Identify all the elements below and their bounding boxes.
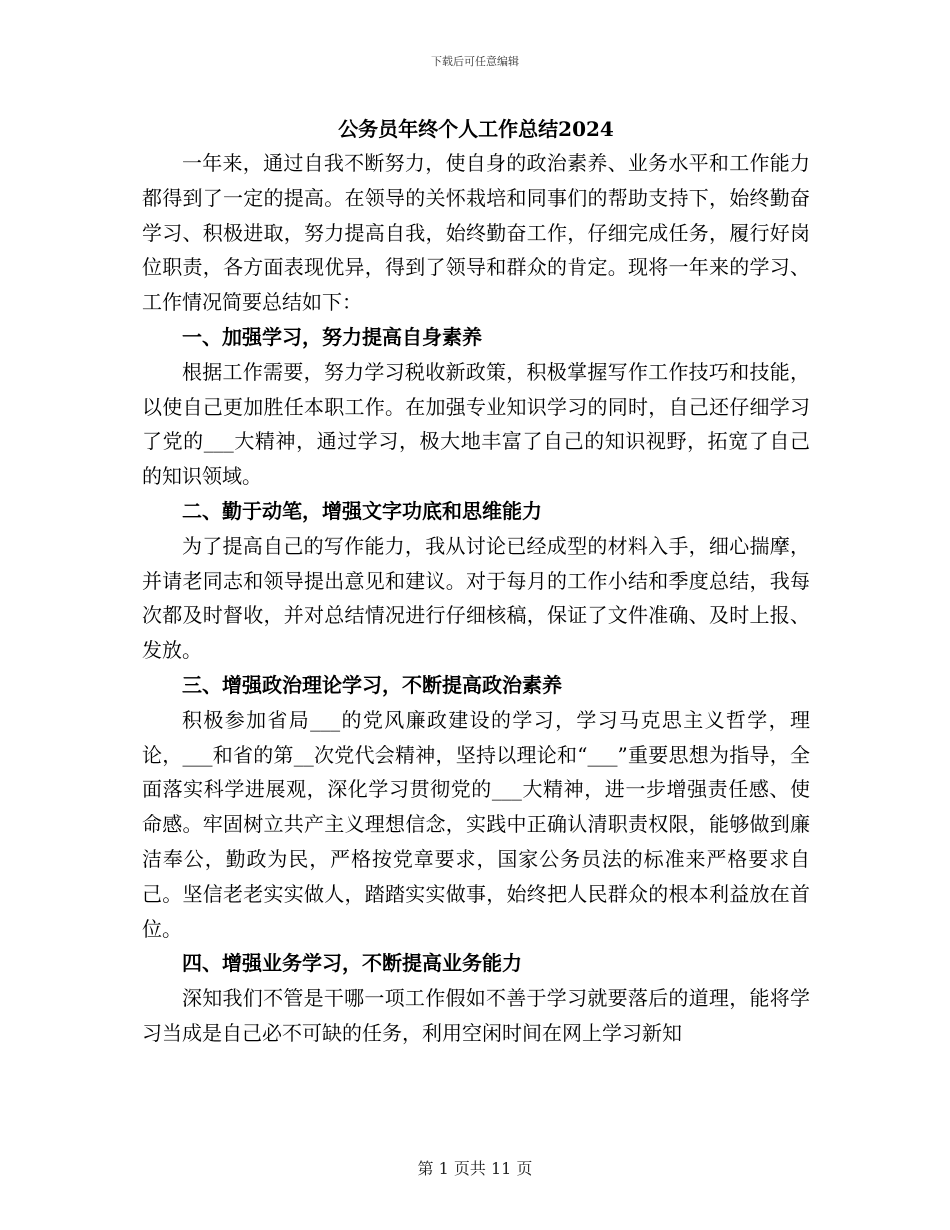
paragraph-intro: 一年来，通过自我不断努力，使自身的政治素养、业务水平和工作能力都得到了一定的提高。在领导的关怀栽培和同事们的帮助支持下，始终勤奋学习、积极进取，努力提高自我，始终勤奋工作，仔细完成任务，履行好岗位职责，各方面表现优异，得到了领导和群众的肯定。现将一年来的学习、工作情况简要总结如下： xyxy=(142,151,810,315)
paragraph-section-1: 根据工作需要，努力学习税收新政策，积极掌握写作工作技巧和技能，以使自己更加胜任本职工作。在加强专业知识学习的同时，自己还仔细学习了党的___大精神，通过学习，极大地丰富了自己的知识视野，拓宽了自己的知识领域。 xyxy=(142,359,810,489)
section-heading-2: 二、勤于动笔，增强文字功底和思维能力 xyxy=(182,498,542,523)
header-note: 下载后可任意编辑 xyxy=(431,55,519,68)
paragraph-section-3: 积极参加省局___的党风廉政建设的学习，学习马克思主义哲学，理论，___和省的第__次党代会精神，坚持以理论和“___”重要思想为指导，全面落实科学进展观，深化学习贯彻党的___大精神，进一步增强责任感、使命感。牢固树立共产主义理想信念，实践中正确认清职责权限，能够做到廉洁奉公，勤政为民，严格按党章要求，国家公务员法的标准来严格要求自己。坚信老老实实做人，踏踏实实做事，始终把人民群众的根本利益放在首位。 xyxy=(142,707,810,941)
section-heading-1: 一、加强学习，努力提高自身素养 xyxy=(182,324,482,349)
document-title: 公务员年终个人工作总结2024 xyxy=(338,117,614,141)
section-heading-4: 四、增强业务学习，不断提高业务能力 xyxy=(182,951,522,976)
section-heading-3: 三、增强政治理论学习，不断提高政治素养 xyxy=(182,672,562,697)
page-footer: 第 1 页共 11 页 xyxy=(417,1159,533,1178)
document-body xyxy=(142,113,810,1051)
paragraph-section-2: 为了提高自己的写作能力，我从讨论已经成型的材料入手，细心揣摩，并请老同志和领导提出意见和建议。对于每月的工作小结和季度总结，我每次都及时督收，并对总结情况进行仔细核稿，保证了文件准确、及时上报、发放。 xyxy=(142,533,810,663)
paragraph-section-4: 深知我们不管是干哪一项工作假如不善于学习就要落后的道理，能将学习当成是自己必不可缺的任务，利用空闲时间在网上学习新知 xyxy=(142,986,810,1045)
